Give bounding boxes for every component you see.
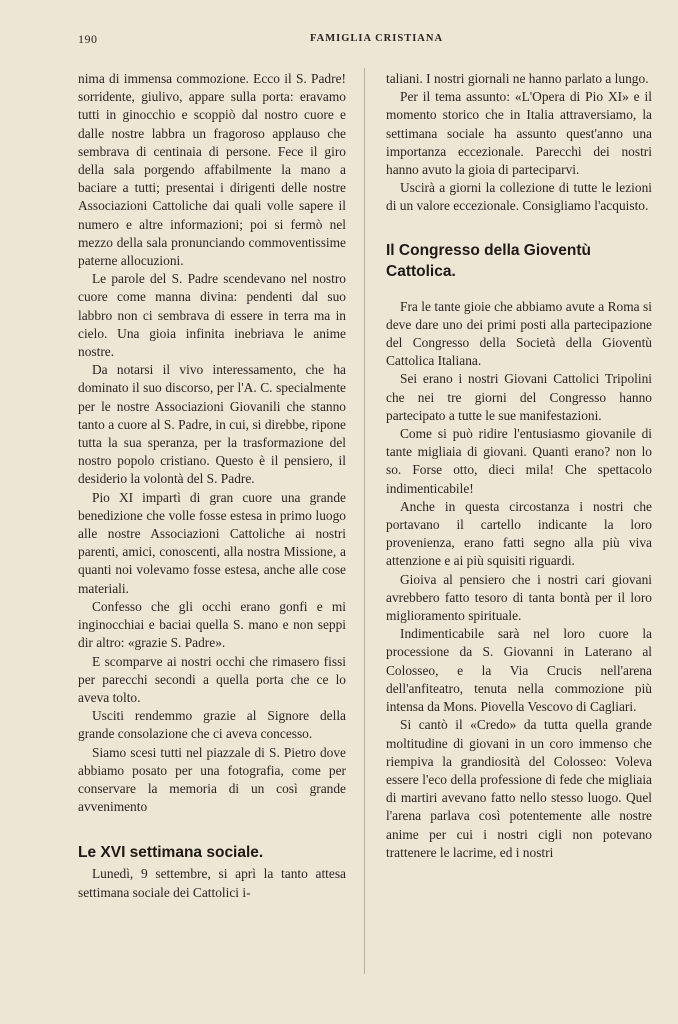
article-paragraph: Usciti rendemmo grazie al Signore della grande consolazione che ci aveva concesso. (78, 708, 346, 742)
article-paragraph: Confesso che gli occhi erano gonfi e mi inginocchiai e baciai quella S. mano e non seppi dir altro: «grazie S. Padre». (78, 598, 346, 651)
section-heading-congresso: Il Congresso della Gioventù Cattolica. (386, 241, 591, 280)
article-paragraph: Uscirà a giorni la collezione di tutte le lezioni di un valore eccezionale. Consigliamo l'acquisto. (386, 180, 652, 214)
page-header (78, 32, 648, 50)
left-column (78, 70, 346, 902)
article-paragraph: taliani. I nostri giornali ne hanno parlato a lungo. (386, 71, 649, 86)
article-paragraph: Gioiva al pensiero che i nostri cari giovani avrebbero fatto tesoro di tanta bontà per il loro miglioramento spirituale. (386, 571, 652, 624)
article-paragraph: Da notarsi il vivo interessamento, che ha dominato il suo discorso, per l'A. C. specialmente per le nostre Associazioni Giovanili che stanno tanto a cuore al S. Padre, in cui, si direbbe, ripone tutta la sua speranza, per la trasformazione del nostro popolo cristiano. Questo è il pensiero, il desiderio la volontà del S. Padre. (78, 362, 346, 487)
article-paragraph: Fra le tante gioie che abbiamo avute a Roma si deve dare uno dei primi posti alla partecipazione del Congresso della Società della Gioventù Cattolica Italiana. (386, 298, 652, 369)
article-paragraph: E scomparve ai nostri occhi che rimasero fissi per parecchi secondi a quella porta che ce lo aveva tolto. (78, 653, 346, 705)
running-title: FAMIGLIA CRISTIANA (310, 33, 444, 44)
section-heading-settimana-sociale: Le XVI settimana sociale. (78, 844, 264, 862)
article-paragraph: nima di immensa commozione. Ecco il S. Padre! sorridente, giulivo, appare sulla porta: eravamo tutti in ginocchio e scoppiò dal nostro cuore e dalle nostre labbra un fragoroso applauso che sembrava di centinaia di persone. Fece il giro della sala porgendo affabilmente la mano a baciare a tutti; presentai i dirigenti delle nostre Associazioni Cattoliche dai quali volle sapere il numero e altre informazioni; poi si fermò nel mezzo della sala pronunciando commoventissime paterne allocuzioni. (78, 71, 346, 269)
article-paragraph: Anche in questa circostanza i nostri che portavano il cartello indicante la loro provenienza, erano fatti segno alla più viva attenzione e ai più squisiti riguardi. (386, 498, 652, 569)
column-divider (364, 68, 365, 974)
article-paragraph: Sei erano i nostri Giovani Cattolici Tripolini che nei tre giorni del Congresso hanno partecipato a tutte le sue manifestazioni. (386, 371, 652, 423)
article-paragraph: Pio XI impartì di gran cuore una grande benedizione che volle fosse estesa in primo luogo alle nostre Associazioni Cattoliche ai nostri parenti, amici, conoscenti, alla nostra Missione, a quanti noi volevamo fosse estesa, anche alle cose materiali. (78, 489, 346, 596)
article-paragraph: Siamo scesi tutti nel piazzale di S. Pietro dove abbiamo posato per una fotografia, come per conservare la memoria di un così grande avvenimento (78, 744, 346, 815)
article-paragraph: Per il tema assunto: «L'Opera di Pio XI» e il momento storico che in Italia attraversiamo, la settimana sociale ha assunto quest'anno una importanza eccezionale. Parecchi dei nostri hanno avuto la gioia di parteciparvi. (386, 89, 652, 178)
page-number: 190 (78, 32, 98, 46)
article-paragraph: Le parole del S. Padre scendevano nel nostro cuore come manna divina: pendenti dal suo labbro non ci sembrava di essere in terra ma in cielo. Una gioia infinita inebriava le anime nostre. (78, 271, 346, 360)
article-paragraph: Indimenticabile sarà nel loro cuore la processione da S. Giovanni in Laterano al Colosseo, e la Via Crucis nell'arena dell'anfiteatro, tenuta nella commozione più intensa da Mons. Piovella Vescovo di Cagliari. (386, 626, 652, 715)
article-paragraph: Si cantò il «Credo» da tutta quella grande moltitudine di giovani in un coro immenso che riempiva la grandiosità del Colosseo: Voleva essere l'eco della professione di fede che migliaia di martiri avevano fatto nello stesso luogo. Quel l'arena parlava così potentemente alle nostre anime per cui i nostri cigli non potevano trattenere le lacrime, ed i nostri (386, 717, 652, 860)
article-paragraph: Come si può ridire l'entusiasmo giovanile di tante migliaia di giovani. Quanti erano? non lo so. Forse otto, dieci mila! Che spettacolo indimenticabile! (386, 426, 652, 496)
right-column (386, 70, 652, 862)
article-paragraph: Lunedì, 9 settembre, si aprì la tanto attesa settimana sociale dei Cattolici i- (78, 866, 346, 900)
